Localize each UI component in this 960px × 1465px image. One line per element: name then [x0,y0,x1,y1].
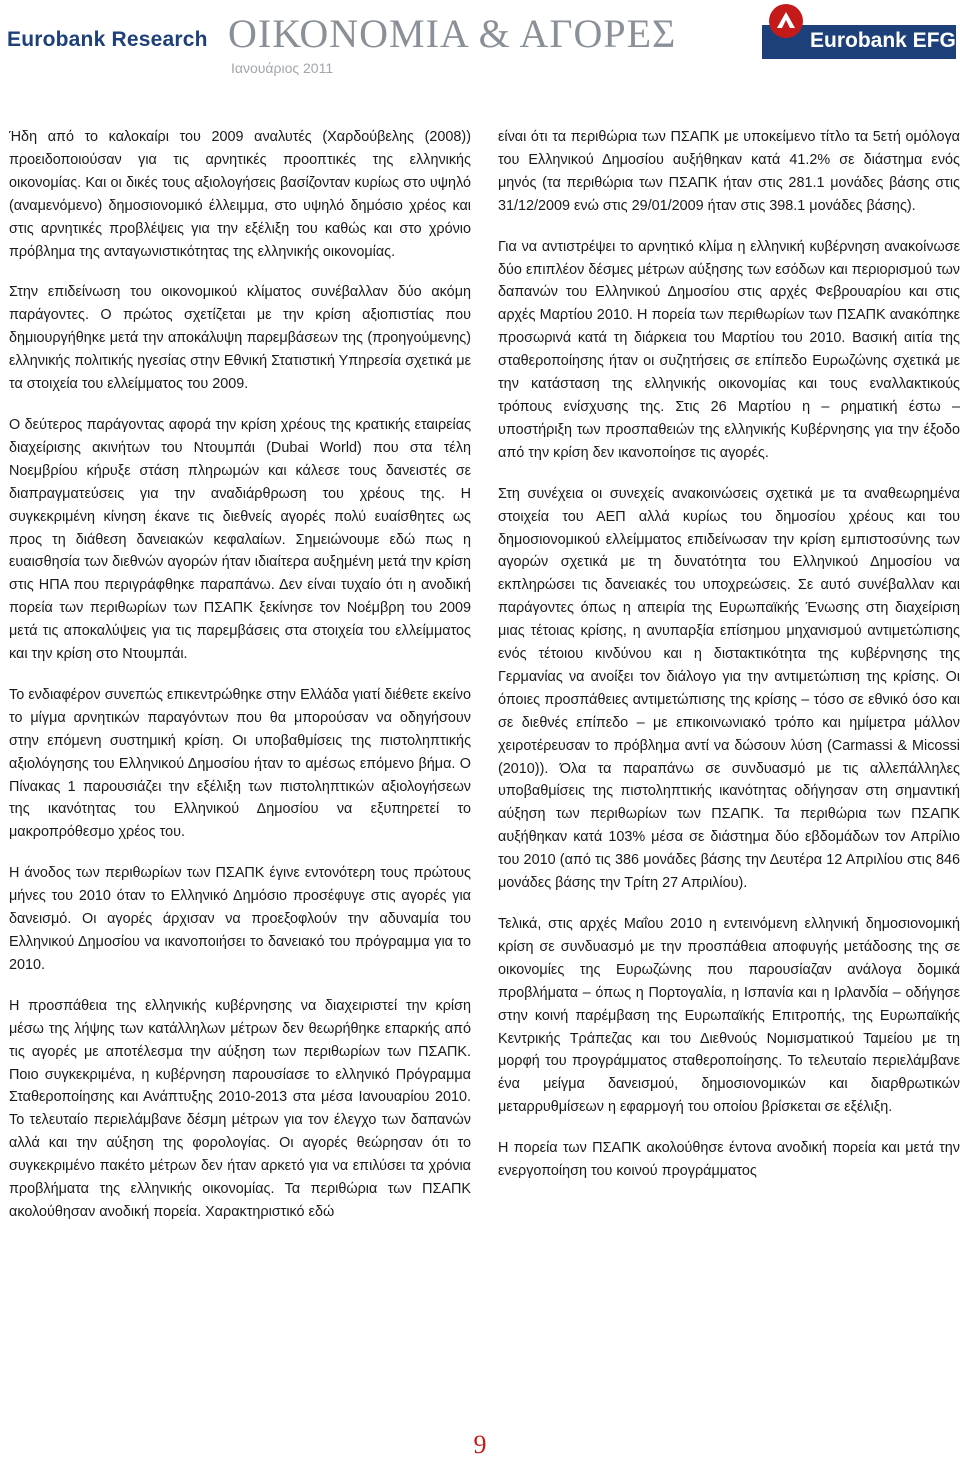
right-column [498,126,960,1201]
eurobank-research-logo: Eurobank Research [7,28,208,51]
paragraph: Στη συνέχεια οι συνεχείς ανακοινώσεις σχετικά με τα αναθεωρημένα στοιχεία του ΑΕΠ αλλά κυρίως του δημοσίου χρέους και του δημοσιονομικού ελλείμματος επιδείνωσαν την κρίση εμπιστοσύνης των αγορών σχετικά με τη δυνατότητα του Ελληνικού Δημοσίου να εκπληρώσει τις δανειακές του υποχρεώσεις. Σε αυτό συνέβαλλαν και παράγοντες όπως η απειρία της Ευρωπαϊκής Ένωσης στη διαχείριση μιας τέτοιας κρίσης, η ανυπαρξία επίσημου μηχανισμού αντιμετώπισης ενός τέτοιου κινδύνου και η διστακτικότητα της κυβέρνησης της Γερμανίας να ανοίξει τον διάλογο για την αντιμετώπιση της κρίσης. Οι όποιες προσπάθειες αντιμετώπισης της κρίσης – τόσο σε εθνικό όσο και σε διεθνές επίπεδο – με επικοινωνιακό τρόπο και ημίμετρα μάλλον χειροτέρευσαν το πρόβλημα αντί να δώσουν λύση (Carmassi & Micossi (2010)). Όλα τα παραπάνω σε συνδυασμό με τις αλλεπάλληλες υποβαθμίσεις της πιστοληπτικής ικανότητας οδήγησαν στη σημαντική αύξηση των περιθωρίων των ΠΣΑΠΚ. Τα περιθώρια των ΠΣΑΠΚ αυξήθηκαν κατά 103% μέσα σε διάστημα δύο εβδομάδων τον Απρίλιο του 2010 (από τις 386 μονάδες βάσης την Δευτέρα 12 Απριλίου στις 846 μονάδες βάσης την Τρίτη 27 Απριλίου). [498,485,960,892]
page-number: 9 [473,1430,487,1459]
logo-text: Eurobank EFG [810,29,956,52]
paragraph: Η άνοδος των περιθωρίων των ΠΣΑΠΚ έγινε εντονότερη τους πρώτους μήνες του 2010 όταν το Ελληνικό Δημόσιο προσέφυγε στις αγορές για δανεισμό. Οι αγορές άρχισαν να προεξοφλούν την αδυναμία του Ελληνικού Δημοσίου να ικανοποιήσει το δανειακό του πρόγραμμα για το 2010. [9,865,471,973]
publication-date: Ιανουάριος 2011 [231,60,334,76]
paragraph: Ο δεύτερος παράγοντας αφορά την κρίση χρέους της κρατικής εταιρείας διαχείρισης ακινήτων του Ντουμπάι (Dubai World) που στα τέλη Νοεμβρίου κήρυξε στάση πληρωμών και κάλεσε τους δανειστές σε διαπραγματεύσεις για την αναδιάρθρωση του χρέους της. Η συγκεκριμένη κίνηση έκανε τις διεθνείς αγορές πολύ ευαίσθητες ως προς τη διάθεση δανειακών κεφαλαίων. Σημειώνουμε εδώ πως η ευαισθησία των διεθνών αγορών ήταν ιδιαίτερα αυξημένη μετά την κρίση στις ΗΠΑ που περιγράφθηκε παραπάνω. Δεν είναι τυχαίο ότι η ανοδική πορεία των περιθωρίων των ΠΣΑΠΚ ξεκίνησε τον Νοέμβρη του 2009 μετά τις αποκαλύψεις για τις παρεμβάσεις στα στοιχεία του ελλείμματος και την κρίση στο Ντουμπάι. [9,416,471,663]
paragraph: Ήδη από το καλοκαίρι του 2009 αναλυτές (Χαρδούβελης (2008)) προειδοποιούσαν για τις αρνητικές προοπτικές της ελληνικής οικονομίας. Και οι δικές τους αξιολογήσεις βασίζονταν κυρίως στο υψηλό (αναμενόμενο) δημοσιονομικό έλλειμμα, στο υψηλό δημόσιο χρέος και στις αρνητικές προβλέψεις για την εξέλιξη του καθώς και στο χρόνιο πρόβλημα της ανταγωνιστικότητας της ελληνικής οικονομίας. [9,129,471,260]
paragraph: είναι ότι τα περιθώρια των ΠΣΑΠΚ με υποκείμενο τίτλο τα 5ετή ομόλογα του Ελληνικού Δημοσίου αυξήθηκαν κατά 41.2% σε διάστημα ενός μηνός (τα περιθώρια των ΠΣΑΠΚ ήταν στις 281.1 μονάδες βάσης στις 31/12/2009 ενώ στις 29/01/2009 ήταν στις 398.1 μονάδες βάσης). [498,129,960,214]
paragraph: Το ενδιαφέρον συνεπώς επικεντρώθηκε στην Ελλάδα γιατί διέθετε εκείνο το μίγμα αρνητικών παραγόντων που θα μπορούσαν να οδηγήσουν στην επόμενη συστημική κρίση. Οι υποβαθμίσεις της πιστοληπτικής αξιολόγησης του Ελληνικού Δημοσίου ήταν το αμέσως επόμενο βήμα. Ο Πίνακας 1 παρουσιάζει την εξέλιξη των πιστοληπτικών αξιολογήσεων της ικανότητας του Ελληνικού Δημοσίου να εξυπηρετεί το μακροπρόθεσμο χρέος του. [9,686,471,841]
eurobank-efg-logo [762,3,956,59]
paragraph: Η πορεία των ΠΣΑΠΚ ακολούθησε έντονα ανοδική πορεία και μετά την ενεργοποίηση του κοινού προγράμματος [498,1140,960,1180]
paragraph: Τελικά, στις αρχές Μαΐου 2010 η εντεινόμενη ελληνική δημοσιονομική κρίση σε συνδυασμό με την προσπάθεια αποφυγής μετάδοσης της σε οικονομίες της Ευρωζώνης που παρουσίαζαν ανάλογα δομικά προβλήματα – όπως η Πορτογαλία, η Ισπανία και η Ιρλανδία – οδήγησε στην κοινή παρέμβαση της Ευρωπαϊκής Επιτροπής, της Ευρωπαϊκής Κεντρικής Τράπεζας και του Διεθνούς Νομισματικού Ταμείου με τη μορφή του προγράμματος σταθεροποίησης. Το τελευταίο περιελάμβανε ένα μείγμα δανεισμού, δημοσιονομικών και διαρθρωτικών μεταρρυθμίσεων η εφαρμογή του οποίου βρίσκεται σε εξέλιξη. [498,916,960,1116]
page-header [0,0,960,82]
publication-title: ΟΙΚΟΝΟΜΙΑ & ΑΓΟΡΕΣ [228,11,677,56]
eurobank-emblem-icon [768,3,804,39]
left-column [9,126,471,1242]
paragraph: Η προσπάθεια της ελληνικής κυβέρνησης να διαχειριστεί την κρίση μέσω της λήψης των κατάλληλων μέτρων δεν θεωρήθηκε επαρκής από τις αγορές με αποτέλεσμα την αύξηση των περιθωρίων των ΠΣΑΠΚ. Ποιο συγκεκριμένα, η κυβέρνηση παρουσίασε το ελληνικό Πρόγραμμα Σταθεροποίησης και Ανάπτυξης 2010-2013 στα μέσα Ιανουαρίου 2010. Το τελευταίο περιελάμβανε δέσμη μέτρων για τον έλεγχο των δαπανών αλλά και την αύξηση της φορολογίας. Οι αγορές θεώρησαν ότι το συγκεκριμένο πακέτο μέτρων δεν ήταν αρκετό για να επιλύσει τα χρόνια προβλήματα της ελληνικής οικονομίας. Τα περιθώρια των ΠΣΑΠΚ ακολούθησαν ανοδική πορεία. Χαρακτηριστικό εδώ [9,997,471,1220]
paragraph: Στην επιδείνωση του οικονομικού κλίματος συνέβαλλαν δύο ακόμη παράγοντες. Ο πρώτος σχετίζεται με την κρίση αξιοπιστίας που δημιουργήθηκε μετά την αποκάλυψη παρεμβάσεων της (προηγούμενης) ελληνικής πολιτικής ηγεσίας στην Εθνική Στατιστική Υπηρεσία σχετικά με τα στοιχεία του ελλείμματος του 2009. [9,284,471,393]
paragraph: Για να αντιστρέψει το αρνητικό κλίμα η ελληνική κυβέρνηση ανακοίνωσε δύο επιπλέον δέσμες μέτρων αύξησης των εσόδων και περιορισμού των δαπανών του Ελληνικού Δημοσίου στις αρχές Φεβρουαρίου και στις αρχές Μαρτίου 2010. Η πορεία των περιθωρίων των ΠΣΑΠΚ ανακόπηκε προσωρινά κατά τη διάρκεια του Μαρτίου του 2010. Βασική αιτία της σταθεροποίησης ήταν οι συζητήσεις σε επίπεδο Ευρωζώνης σχετικά με την κατάσταση της ελληνικής οικονομίας και τους εναλλακτικούς τρόπους ενίσχυσης της. Στις 26 Μαρτίου η – ρηματική έστω – υποστήριξη των προσπαθειών της ελληνικής Κυβέρνησης για την έξοδο από την κρίση δεν ικανοποίησε τις αγορές. [498,238,960,461]
